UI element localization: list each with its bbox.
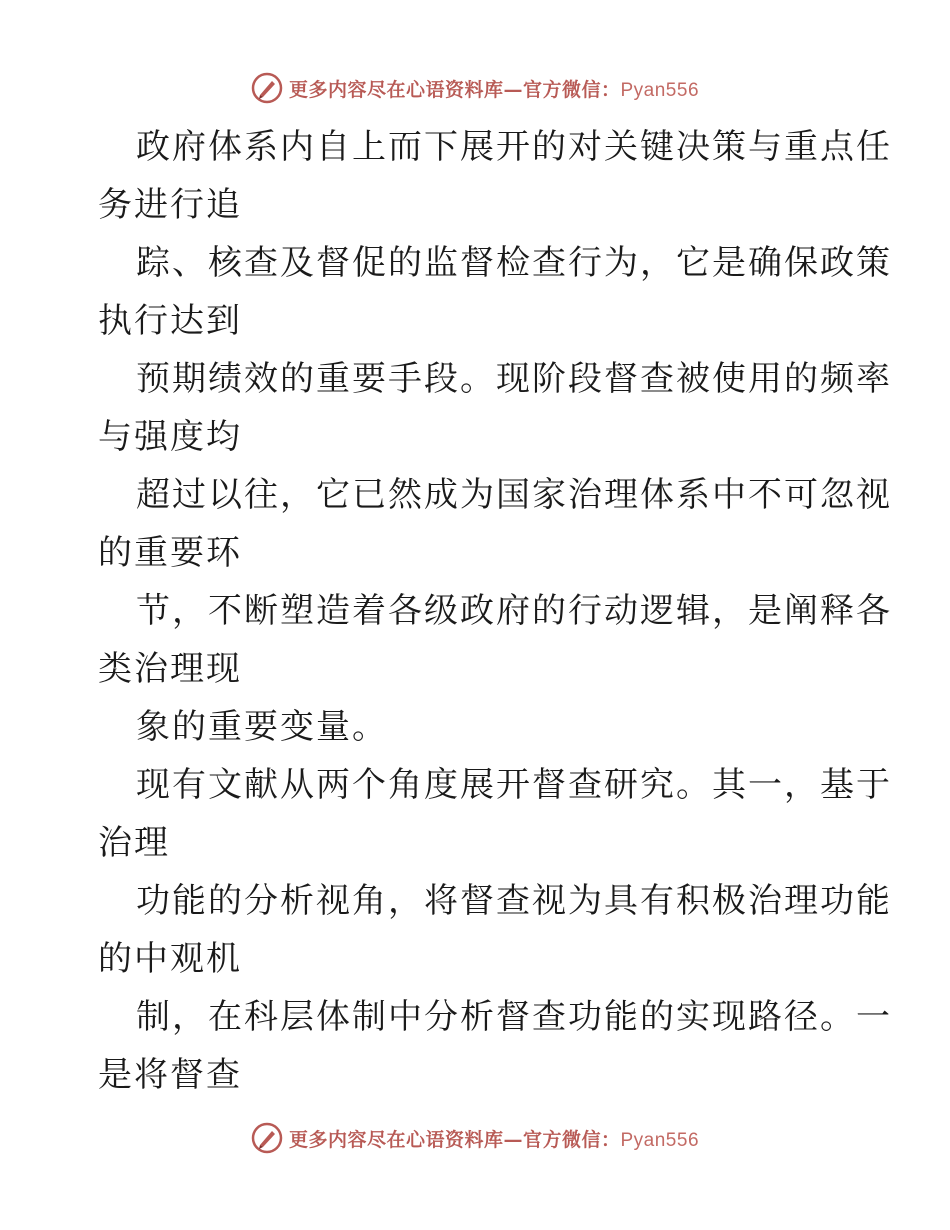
red-pen-logo-icon xyxy=(251,72,283,104)
text-line: 与强度均 xyxy=(98,417,242,457)
document-body xyxy=(98,118,892,1104)
header-banner xyxy=(289,75,699,102)
text-line: 治理 xyxy=(98,823,170,863)
text-line: 现有文献从两个角度展开督查研究。其一，基于 xyxy=(136,765,892,805)
text-line: 功能的分析视角，将督查视为具有积极治理功能 xyxy=(136,881,892,921)
footer-banner xyxy=(289,1125,699,1152)
text-line: 的重要环 xyxy=(98,533,242,573)
text-line: 制，在科层体制中分析督查功能的实现路径。一 xyxy=(136,997,892,1037)
text-line: 超过以往，它已然成为国家治理体系中不可忽视 xyxy=(136,475,892,515)
footer-banner-text: 更多内容尽在心语资料库—官方微信： xyxy=(288,1128,621,1151)
red-pen-logo-icon xyxy=(251,1122,283,1154)
text-line: 的中观机 xyxy=(98,939,242,979)
page-footer xyxy=(0,1122,950,1154)
text-line: 踪、核查及督促的监督检查行为，它是确保政策 xyxy=(136,243,892,283)
text-line: 象的重要变量。 xyxy=(136,707,388,747)
text-line: 类治理现 xyxy=(98,649,242,689)
text-line: 预期绩效的重要手段。现阶段督查被使用的频率 xyxy=(136,359,892,399)
text-line: 执行达到 xyxy=(98,301,242,341)
page-header xyxy=(0,72,950,104)
text-line: 务进行追 xyxy=(98,185,242,225)
text-line: 是将督查 xyxy=(98,1055,242,1095)
header-wechat-id: Pyan556 xyxy=(620,79,700,101)
footer-wechat-id: Pyan556 xyxy=(620,1129,700,1151)
header-banner-text: 更多内容尽在心语资料库—官方微信： xyxy=(288,78,621,101)
text-line: 政府体系内自上而下展开的对关键决策与重点任 xyxy=(136,127,892,167)
text-line: 节，不断塑造着各级政府的行动逻辑，是阐释各 xyxy=(136,591,892,631)
